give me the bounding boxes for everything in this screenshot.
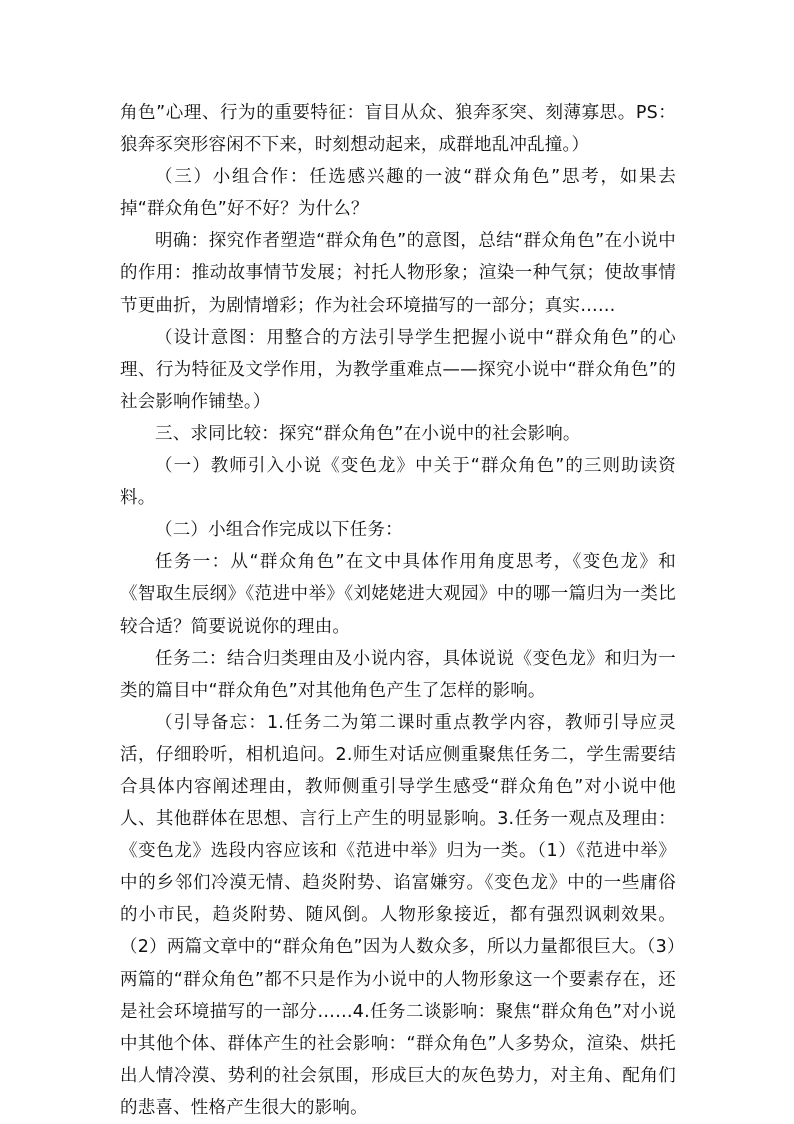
paragraph-task-two: 任务二：结合归类理由及小说内容，具体说说《变色龙》和归为一类的篇目中“群众角色”对其他角色产生了怎样的影响。 <box>120 648 676 701</box>
document-body <box>120 97 676 1124</box>
paragraph-task-one: 任务一：从“群众角色”在文中具体作用角度思考，《变色龙》和《智取生辰纲》《范进中举》《刘姥姥进大观园》中的哪一篇归为一类比较合适？简要说说你的理由。 <box>120 552 676 637</box>
section-heading-three: 三、求同比较：探究“群众角色”在小说中的社会影响。 <box>155 423 581 444</box>
paragraph-design-intent: （设计意图：用整合的方法引导学生把握小说中“群众角色”的心理、行为特征及文学作用，为教学重难点——探究小说中“群众角色”的社会影响作铺垫。） <box>120 327 676 412</box>
paragraph-step-two: （二）小组合作完成以下任务： <box>155 520 403 541</box>
paragraph-clarification: 明确：探究作者塑造“群众角色”的意图，总结“群众角色”在小说中的作用：推动故事情节发展；衬托人物形象；渲染一种气氛；使故事情节更曲折，为剧情增彩；作为社会环境描写的一部分；真实…… <box>120 231 676 316</box>
paragraph-step-one: （一）教师引入小说《变色龙》中关于“群众角色”的三则助读资料。 <box>120 456 676 509</box>
paragraph-continuation: 角色”心理、行为的重要特征：盲目从众、狼奔豕突、刻薄寡思。PS：狼奔豕突形容闲不下来，时刻想动起来，成群地乱冲乱撞。） <box>120 103 676 156</box>
paragraph-group-task-three: （三）小组合作：任选感兴趣的一波“群众角色”思考，如果去掉“群众角色”好不好？为什么？ <box>120 167 676 220</box>
paragraph-guidance-notes: （引导备忘：1.任务二为第二课时重点教学内容，教师引导应灵活，仔细聆听，相机追问。2.师生对话应侧重聚焦任务二，学生需要结合具体内容阐述理由，教师侧重引导学生感受“群众角色”对小说中他人、其他群体在思想、言行上产生的明显影响。3.任务一观点及理由：《变色龙》选段内容应该和《范进中举》归为一类。（1）《范进中举》中的乡邻们冷漠无情、趋炎附势、谄富嫌穷。《变色龙》中的一些庸俗的小市民，趋炎附势、随风倒。人物形象接近，都有强烈讽刺效果。（2）两篇文章中的“群众角色”因为人数众多，所以力量都很巨大。（3）两篇的“群众角色”都不只是作为小说中的人物形象这一个要素存在，还是社会环境描写的一部分……4.任务二谈影响：聚焦“群众角色”对小说中其他个体、群体产生的社会影响：“群众角色”人多势众，渲染、烘托出人情冷漠、势利的社会氛围，形成巨大的灰色势力，对主角、配角们的悲喜、性格产生很大的影响。 <box>120 712 676 1118</box>
